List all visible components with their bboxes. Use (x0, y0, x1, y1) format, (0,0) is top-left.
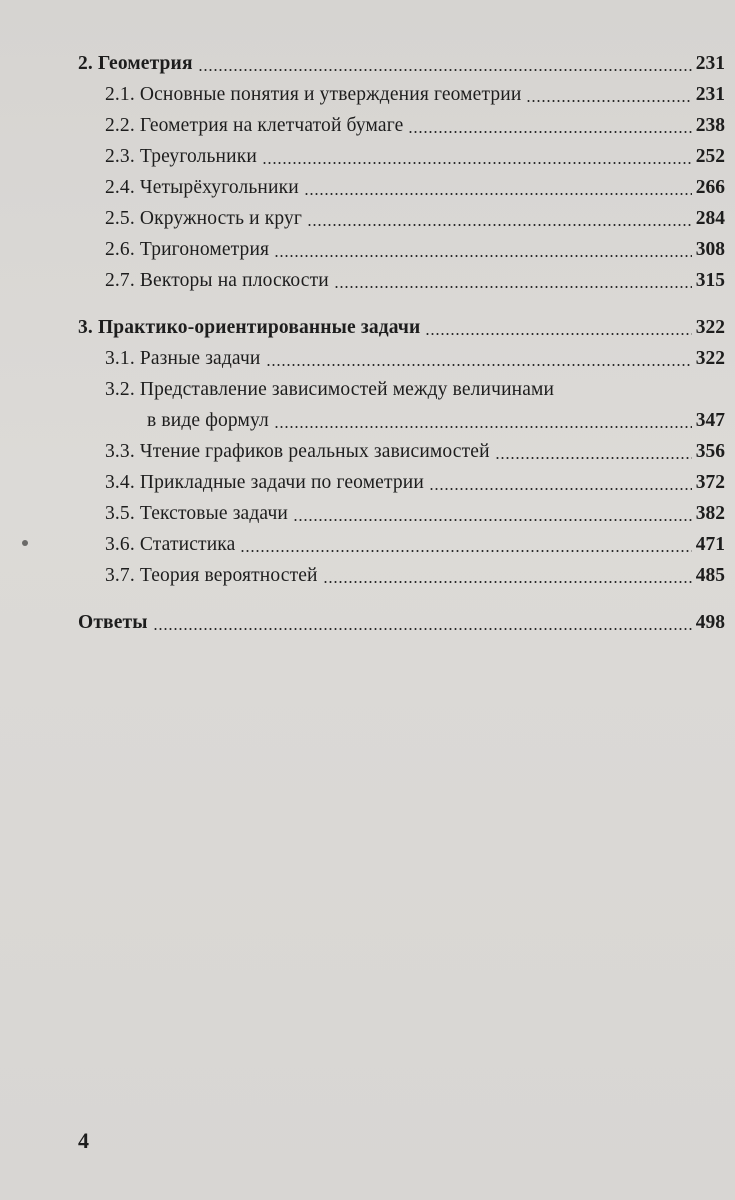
dot-leader (429, 488, 692, 490)
toc-entry-page-number: 252 (695, 146, 725, 167)
page-number: 4 (78, 1128, 89, 1153)
toc-entry-page-number: 322 (695, 317, 725, 338)
dot-leader (198, 69, 692, 71)
toc-entry-page-number: 315 (695, 270, 725, 291)
toc-entry-title: 2.4. Четырёхугольники (105, 177, 299, 198)
toc-entry-page-number: 485 (695, 565, 725, 586)
dot-leader (495, 457, 692, 459)
toc-entry-page-number: 356 (695, 441, 725, 462)
dot-leader (274, 426, 692, 428)
toc-entry-page-number: 231 (695, 53, 725, 74)
dot-leader (408, 131, 691, 133)
dot-leader (323, 581, 692, 583)
toc-subsection-entry[interactable] (78, 265, 725, 296)
toc-entry-title: в виде формул (147, 410, 269, 431)
dot-leader (240, 550, 691, 552)
toc-entry-title: 2.7. Векторы на плоскости (105, 270, 329, 291)
toc-section-entry[interactable] (78, 312, 725, 343)
dot-leader (153, 628, 692, 630)
dot-leader (304, 193, 692, 195)
toc-entry-page-number: 238 (695, 115, 725, 136)
toc-entry-title: 2.6. Тригонометрия (105, 239, 270, 260)
toc-subsection-entry[interactable] (78, 436, 725, 467)
toc-entry-page-number: 284 (695, 208, 725, 229)
toc-entry-title: 2.2. Геометрия на клетчатой бумаге (105, 115, 404, 136)
toc-entry-page-number: 266 (695, 177, 725, 198)
toc-subsection-entry[interactable] (78, 203, 725, 234)
toc-entry-title: 3.7. Теория вероятностей (105, 565, 318, 586)
toc-entry-title: 3.3. Чтение графиков реальных зависимостей (105, 441, 490, 462)
toc-entry-page-number: 347 (695, 410, 725, 431)
toc-entry-title: 3.2. Представление зависимостей между величинами (105, 379, 555, 400)
dot-leader (266, 364, 692, 366)
toc-entry-title: 2. Геометрия (78, 53, 193, 74)
toc-entry-title: 2.3. Треугольники (105, 146, 257, 167)
toc-subsection-entry[interactable] (78, 560, 725, 591)
toc-section-entry[interactable] (78, 607, 725, 638)
toc-subsection-entry[interactable] (78, 141, 725, 172)
toc-subsection-entry[interactable] (78, 79, 725, 110)
toc-entry-title: 3. Практико-ориентированные задачи (78, 317, 421, 338)
toc-entry-page-number: 231 (695, 84, 725, 105)
toc-spacer (78, 591, 725, 607)
dot-leader (526, 100, 691, 102)
dot-leader (334, 286, 692, 288)
toc-entry-title: 3.6. Статистика (105, 534, 236, 555)
toc-subsection-entry[interactable] (78, 467, 725, 498)
toc-subsection-entry[interactable] (78, 110, 725, 141)
toc-subsection-entry[interactable] (78, 529, 725, 560)
toc-entry-page-number: 372 (695, 472, 725, 493)
paper-speck (22, 540, 28, 546)
toc-entry-page-number: 322 (695, 348, 725, 369)
toc-entry-page-number: 498 (695, 612, 725, 633)
dot-leader (274, 255, 692, 257)
toc-section-entry[interactable] (78, 48, 725, 79)
toc-entry-title: Ответы (78, 612, 148, 633)
toc-subsection-entry[interactable] (78, 374, 725, 405)
toc-entry-page-number: 382 (695, 503, 725, 524)
dot-leader (293, 519, 692, 521)
toc-entry-title: 3.5. Текстовые задачи (105, 503, 288, 524)
toc-subsection-entry[interactable] (78, 234, 725, 265)
toc-entry-title: 2.5. Окружность и круг (105, 208, 303, 229)
toc-spacer (78, 296, 725, 312)
toc-entry-page-number: 471 (695, 534, 725, 555)
toc-subsection-entry[interactable] (78, 172, 725, 203)
toc-entry-title: 3.1. Разные задачи (105, 348, 261, 369)
dot-leader (262, 162, 692, 164)
toc-subsection-entry[interactable] (78, 405, 725, 436)
toc-subsection-entry[interactable] (78, 343, 725, 374)
toc-subsection-entry[interactable] (78, 498, 725, 529)
dot-leader (425, 333, 691, 335)
toc-entry-title: 3.4. Прикладные задачи по геометрии (105, 472, 424, 493)
dot-leader (307, 224, 692, 226)
toc-entry-page-number: 308 (695, 239, 725, 260)
table-of-contents (78, 48, 725, 638)
toc-entry-title: 2.1. Основные понятия и утверждения геометрии (105, 84, 522, 105)
